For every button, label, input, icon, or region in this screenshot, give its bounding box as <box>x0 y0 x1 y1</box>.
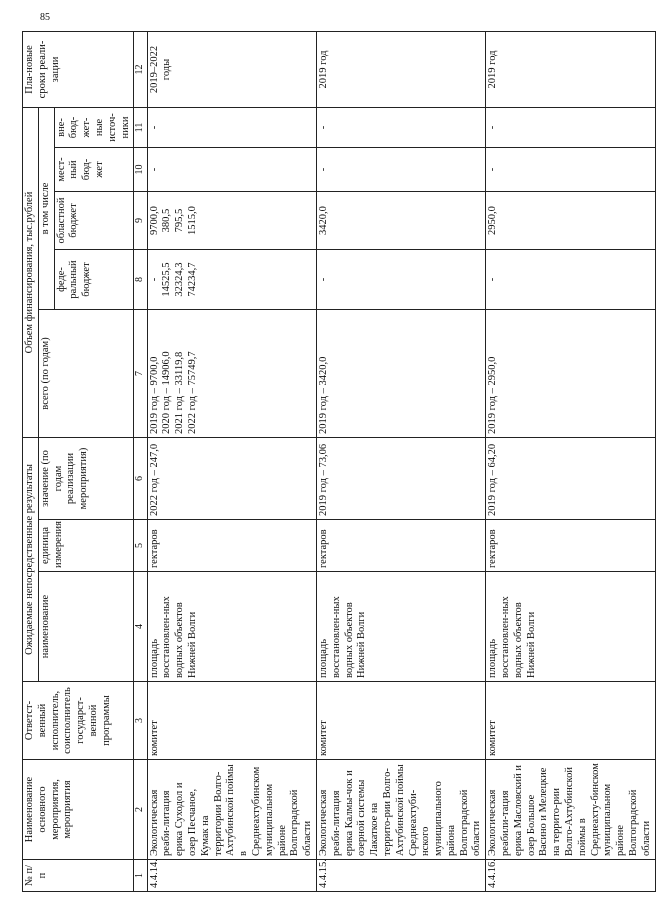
col-number: 11 <box>134 107 147 147</box>
regional-line: 2950,0 <box>487 206 499 235</box>
federal-line: 32324,3 <box>174 262 186 297</box>
header-executor: Ответст-венный исполнитель, соисполнитель государст-венной программы <box>23 682 134 760</box>
header-including: в том числе <box>38 107 54 309</box>
column-numbers-row <box>134 31 147 891</box>
col-number: 1 <box>134 860 147 892</box>
header-name: Наименование основного мероприятия, мероприятия <box>23 760 134 860</box>
table-row <box>316 31 485 891</box>
row-num: 4.4.14. <box>147 860 316 892</box>
row-federal <box>147 250 316 310</box>
regional-line: 380,5 <box>161 208 173 233</box>
page-number: 85 <box>40 12 50 23</box>
federal-line: 14525,5 <box>161 262 173 297</box>
col-number: 10 <box>134 148 147 192</box>
row-regional <box>316 192 485 250</box>
header-terms: Пла-новые сроки реали-зации <box>23 31 134 107</box>
row-unit: гектаров <box>147 520 316 572</box>
col-number: 4 <box>134 572 147 682</box>
header-results: Ожидаемые непосредственные результаты <box>23 438 39 682</box>
header-extra: вне-бюд-жет-ные источ-ники <box>54 107 134 147</box>
col-number: 7 <box>134 310 147 438</box>
row-executor: комитет <box>486 682 655 760</box>
rotated-page <box>22 32 652 892</box>
row-regional <box>147 192 316 250</box>
row-regional <box>486 192 655 250</box>
col-number: 3 <box>134 682 147 760</box>
row-executor: комитет <box>316 682 485 760</box>
federal-line: - <box>148 277 160 282</box>
header-result-unit: единица измерения <box>38 520 134 572</box>
row-num: 4.4.16. <box>486 860 655 892</box>
row-total <box>147 310 316 438</box>
row-name: Экологическая реаби-литация ерика Калмы-чок и озерной системы Лакаткое на террито-рии Волго-Ахтубинской поймы Среднеахтуби-нского муниципального района Волгоградской области <box>316 760 485 860</box>
row-result-name: площадь восстановлен-ных водных объектов Нижней Волги <box>316 572 485 682</box>
col-number: 9 <box>134 192 147 250</box>
row-total <box>316 310 485 438</box>
federal-line: 74234,7 <box>186 262 198 297</box>
col-number: 5 <box>134 520 147 572</box>
total-line: 2020 год – 14906,0 <box>161 351 173 434</box>
row-value: 2022 год – 247,0 <box>147 438 316 520</box>
row-local: - <box>147 148 316 192</box>
header-result-name: наименование <box>38 572 134 682</box>
header-regional: областной бюджет <box>54 192 134 250</box>
row-result-name: площадь восстановлен-ных водных объектов Нижней Волги <box>486 572 655 682</box>
header-result-value: значение (по годам реализации мероприятия) <box>38 438 134 520</box>
header-local: мест-ный бюд-жет <box>54 148 134 192</box>
row-federal <box>486 250 655 310</box>
funding-table <box>22 31 656 892</box>
row-result-name: площадь восстановлен-ных водных объектов Нижней Волги <box>147 572 316 682</box>
header-federal: феде-ральный бюджет <box>54 250 134 310</box>
table-row <box>486 31 655 891</box>
row-local: - <box>316 148 485 192</box>
regional-line: 1515,0 <box>186 206 198 235</box>
row-total <box>486 310 655 438</box>
total-line: 2019 год – 2950,0 <box>487 356 499 434</box>
col-number: 6 <box>134 438 147 520</box>
header-funding: Объем финансирования, тыс.рублей <box>23 107 39 437</box>
row-unit: гектаров <box>486 520 655 572</box>
row-term: 2019 год <box>316 31 485 107</box>
row-term: 2019–2022 годы <box>147 31 316 107</box>
row-value: 2019 год – 64,20 <box>486 438 655 520</box>
row-name: Экологическая реаби-литация ерика Суходол и озер Песчаное, Кумак на территории Волго-Ахтубинской поймы в Среднеахтубинском муниципальном районе Волгоградской области <box>147 760 316 860</box>
regional-line: 9700,0 <box>148 206 160 235</box>
row-term: 2019 год <box>486 31 655 107</box>
row-local: - <box>486 148 655 192</box>
col-number: 2 <box>134 760 147 860</box>
federal-line: - <box>317 277 329 282</box>
table-row <box>147 31 316 891</box>
regional-line: 3420,0 <box>317 206 329 235</box>
col-number: 12 <box>134 31 147 107</box>
header-total: всего (по годам) <box>38 310 134 438</box>
col-number: 8 <box>134 250 147 310</box>
header-num: № п/п <box>23 860 134 892</box>
total-line: 2022 год – 75749,7 <box>186 351 198 434</box>
row-extra: - <box>147 107 316 147</box>
row-federal <box>316 250 485 310</box>
row-value: 2019 год – 73,06 <box>316 438 485 520</box>
row-executor: комитет <box>147 682 316 760</box>
row-num: 4.4.15. <box>316 860 485 892</box>
regional-line: 795,5 <box>174 208 186 233</box>
total-line: 2021 год – 33119,8 <box>174 351 186 434</box>
row-name: Экологическая реабили-тация ерика Масловский и озер Большое Васино и Мелецкие на террито-рии Волго-Ахтубинской поймы в Среднеахту-бинском муниципальном районе Волгоградской области <box>486 760 655 860</box>
row-extra: - <box>486 107 655 147</box>
federal-line: - <box>487 277 499 282</box>
total-line: 2019 год – 9700,0 <box>148 356 160 434</box>
row-extra: - <box>316 107 485 147</box>
row-unit: гектаров <box>316 520 485 572</box>
total-line: 2019 год – 3420,0 <box>317 356 329 434</box>
